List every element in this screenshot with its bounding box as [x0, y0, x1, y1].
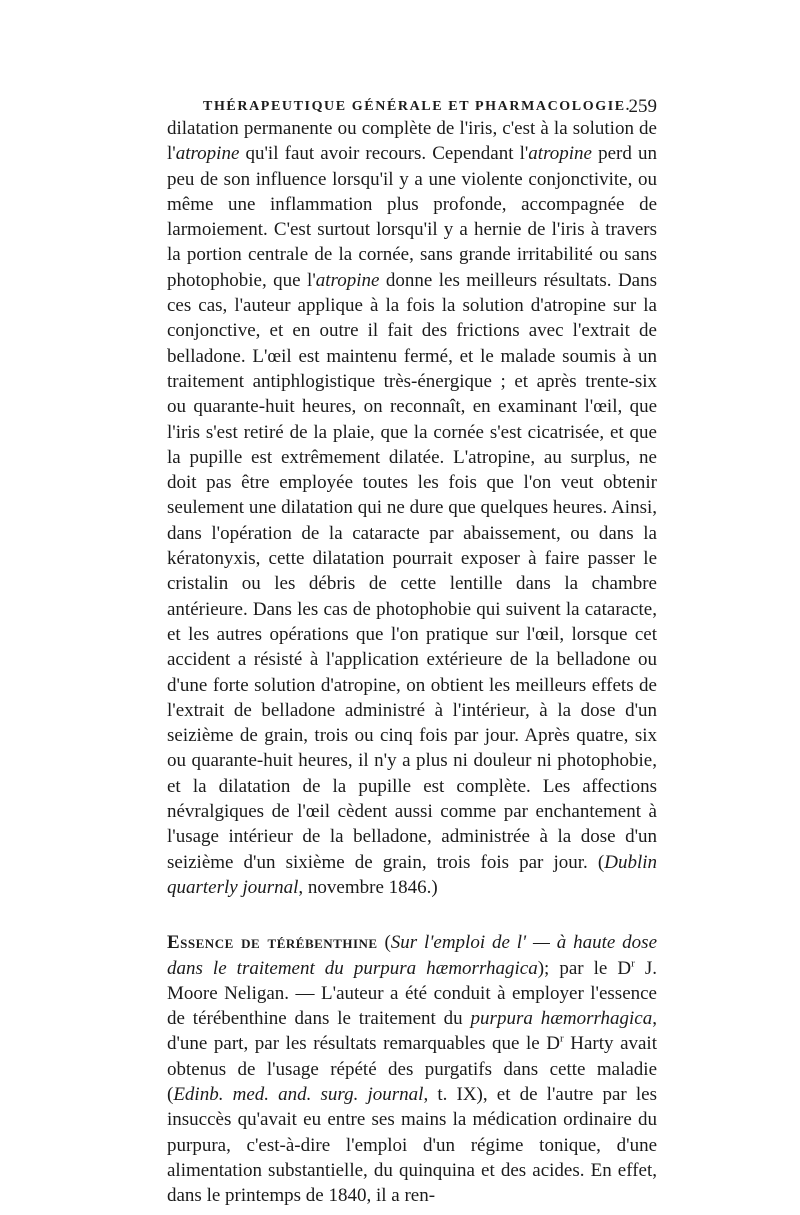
paragraph1-segment: Dublin quarterly journal — [167, 851, 657, 898]
paragraph1-segment: donne les meilleurs résultats. Dans ces cas, l'auteur applique à la fois la solution d'atropine sur la conjonctive, et en outre il fait des frictions avec l'extrait de belladone. L'œil est maintenu fermé, et le malade soumis à un traitement antiphlogistique très-énergique ; et après trente-six ou quarante-huit heures, on reconnaît, en examinant l'œil, que l'iris s'est retiré de la plaie, que la cornée s'est cicatrisée, et que la pupille est extrêmement dilatée. L'atropine, au surplus, ne doit pas être employée toutes les fois que l'on veut obtenir seulement une dilatation qui ne dure que quelques heures. Ainsi, dans l'opération de la cataracte par abaissement, ou dans la kératonyxis, cette dilatation pourrait exposer à faire passer le cristalin ou les débris de cette lentille dans la chambre antérieure. Dans les cas de photophobie qui suivent la cataracte, et les autres opérations que l'on pratique sur l'œil, lorsque cet accident a résisté à l'application extérieure de la belladone ou d'une forte solution d'atropine, on obtient les meilleurs effets de l'extrait de belladone administré à l'intérieur, à la dose d'un seizième de grain, trois ou cinq fois par jour. Après quatre, six ou quarante-huit heures, il n'y a plus ni douleur ni photophobie, et la dilatation de la pupille est complète. Les affections névralgiques de l'œil cèdent aussi comme par enchantement à l'usage intérieur de la belladone, administrée à la dose d'un seizième d'un sixième de grain, trois fois par jour. ( — [167, 269, 657, 873]
paragraph-atropine-text — [167, 116, 657, 900]
paragraph2-segment: purpura hæmorrhagica — [470, 1008, 653, 1030]
paragraph2-segment: Sur l'emploi de l' — à haute dose dans le traitement du purpura hæmorrhagica — [167, 932, 657, 979]
paragraph2-segment: , t. IX), et de l'autre par les insuccès qu'avait eu entre ses mains la médication ordinaire du purpura, c'est-à-dire l'emploi d'un régime tonique, d'une alimentation substantielle, du quinquina et des acides. En effet, dans le printemps de 1840, il a ren- — [167, 1083, 657, 1207]
paragraph2-segment: ( — [377, 932, 391, 954]
paragraph2-segment: Harty avait obtenus de l'usage répété des purgatifs dans cette maladie ( — [167, 1033, 657, 1105]
running-title: THÉRAPEUTIQUE GÉNÉRALE ET PHARMACOLOGIE. — [203, 99, 631, 114]
book-page — [167, 96, 657, 1208]
paragraph2-segment: r — [631, 957, 635, 970]
paragraph2-segment: Essence de térébenthine — [167, 932, 378, 954]
paragraph1-segment: atropine — [315, 269, 380, 291]
paragraph2-segment: r — [560, 1033, 564, 1046]
paragraph1-segment: qu'il faut avoir recours. Cependant l' — [239, 143, 529, 165]
paragraph1-segment: , novembre 1846.) — [298, 876, 438, 898]
paragraph2-segment: ); par le D — [537, 957, 632, 979]
paragraph-terebenthine-text — [167, 930, 657, 1208]
paragraph2-segment: J. Moore Neligan. — L'auteur a été conduit à employer l'essence de térébenthine dans le traitement du — [167, 957, 657, 1030]
running-header — [167, 96, 657, 118]
paragraph1-segment: atropine — [528, 143, 592, 165]
page-number: 259 — [628, 96, 657, 117]
paragraph1-segment: atropine — [175, 143, 240, 165]
paragraph2-segment: Edinb. med. and. surg. journal — [173, 1083, 424, 1105]
paragraph1-segment: perd un peu de son influence lorsqu'il y a une violente conjonctivite, ou même une inflammation plus profonde, accompagnée de larmoiement. C'est surtout lorsqu'il y a hernie de l'iris à travers la portion centrale de la cornée, sans grande irritabilité ou sans photophobie, que l' — [167, 143, 657, 291]
paragraph1-segment: dilatation permanente ou complète de l'iris, c'est à la solution de l' — [167, 118, 657, 165]
paragraph2-segment: , d'une part, par les résultats remarquables que le D — [167, 1008, 657, 1055]
paragraph-atropine — [167, 116, 657, 900]
paragraph-terebenthine — [167, 930, 657, 1208]
